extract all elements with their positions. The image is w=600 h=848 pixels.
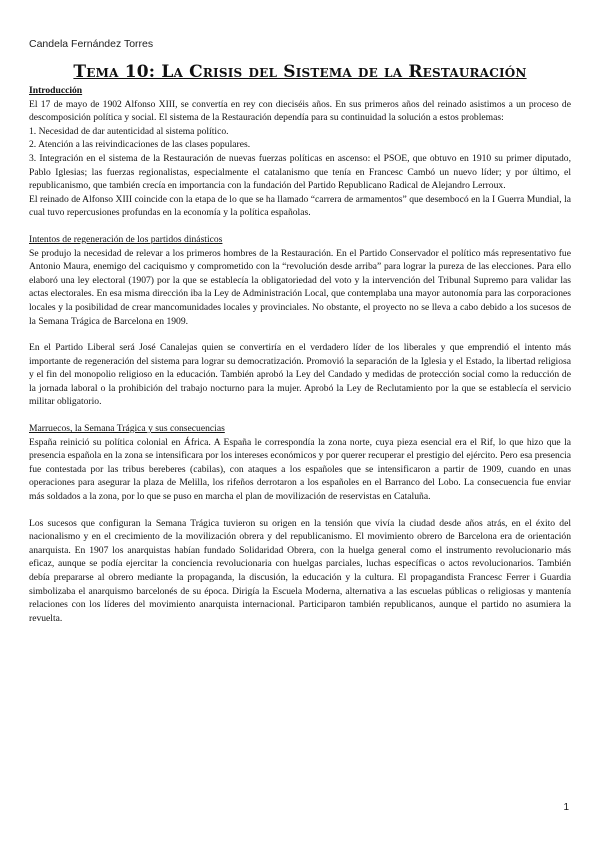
paragraph: El reinado de Alfonso XIII coincide con la etapa de lo que se ha llamado “carrera de armamentos” que desembocó en la I Guerra Mundial, la cual tuvo repercusiones profundas en la economía y la política españolas. xyxy=(29,193,571,219)
list-item: 1. Necesidad de dar autenticidad al sistema político. xyxy=(29,125,229,137)
section-heading-regeneracion: Intentos de regeneración de los partidos dinásticos xyxy=(29,233,223,245)
section-heading-introduccion: Introducción xyxy=(29,85,83,96)
paragraph: Los sucesos que configuran la Semana Trágica tuvieron su origen en la tensión que vivía la ciudad desde años atrás, en el éxito del nacionalismo y en el crecimiento de la movilización obrera y del republicanismo. El movimiento obrero de Barcelona era de orientación anarquista. En 1907 los anarquistas habían fundado Solidaridad Obrera, con la huelga general como el instrumento revolucionario más eficaz, aunque se podía ejercitar la conciencia revolucionaria con huelgas parciales, luchas específicas o actos revolucionarios. También debía prepararse al obrero mediante la propaganda, la discusión, la educación y la cultura. El propagandista Francesc Ferrer i Guardia simbolizaba el anarquismo barcelonés de su época. Dirigía la Escuela Moderna, alternativa a las escuelas públicas o religiosas y mantenía relaciones con los líderes del movimiento anarquista internacional. Participaron también republicanos, aunque el partido no asumiera la revuelta. xyxy=(29,517,571,624)
paragraph: El 17 de mayo de 1902 Alfonso XIII, se convertía en rey con dieciséis años. En sus primeros años del reinado asistimos a un proceso de descomposición política y social. El sistema de la Restauración dependía para su continuidad la solución a estos problemas: xyxy=(29,98,571,124)
list-item: 2. Atención a las reivindicaciones de las clases populares. xyxy=(29,139,251,151)
paragraph: Se produjo la necesidad de relevar a los primeros hombres de la Restauración. En el Partido Conservador el político más representativo fue Antonio Maura, enemigo del caciquismo y comprometido con la “revolución desde arriba” para lograr la pureza de las elecciones. Para ello elaboró una ley electoral (1907) por la que se establecía la obligatoriedad del voto y la intervención del Tribunal Supremo para validar las actas electorales. En esa misma dirección iba la Ley de Administración Local, que contemplaba una mayor autonomía para las corporaciones locales y la posibilidad de crear mancomunidades locales y provinciales. No obstante, el proyecto no se lleva a cabo debido a los sucesos de la Semana Trágica de Barcelona en 1909. xyxy=(29,247,571,327)
document-body xyxy=(29,84,571,625)
list-item: 3. Integración en el sistema de la Restauración de nuevas fuerzas políticas en ascenso: el PSOE, que obtuvo en 1910 su primer diputado, Pablo Iglesias; las fuerzas regionalistas, especialmente el catalanismo que tenía en Francesc Cambó un nuevo líder; y por último, el republicanismo, que también crecía en importancia con la fundación del Partido Republicano Radical de Alejandro Lerroux. xyxy=(29,152,571,192)
paragraph: En el Partido Liberal será José Canalejas quien se convertiría en el verdadero líder de los liberales y que emprendió el intento más importante de regeneración del sistema para lograr su democratización. Promovió la separación de la Iglesia y el Estado, la libertad religiosa y el fin del monopolio religioso en la educación. También aprobó la Ley del Candado y medidas de protección social como la reducción de la jornada laboral o la prohibición del trabajo nocturno para la mujer. Aprobó la Ley de Reclutamiento por la que se establecía el servicio militar obligatorio. xyxy=(29,342,571,408)
page-number: 1 xyxy=(563,802,569,813)
page-title: Tema 10: La Crisis del Sistema de la Restauración xyxy=(73,62,527,82)
author-name: Candela Fernández Torres xyxy=(29,38,154,50)
section-heading-marruecos: Marruecos, la Semana Trágica y sus consecuencias xyxy=(29,423,225,435)
paragraph: España reinició su política colonial en África. A España le correspondía la zona norte, cuya pieza esencial era el Rif, lo que hizo que la presencia española en la zona se intensificara por los intereses económicos y por querer recuperar el prestigio del ejército. Pero esa presencia fue contestada por las tribus bereberes (cabilas), con ataques a los españoles que se intensificaron a partir de 1909, cuando en unas operaciones para asegurar la plaza de Melilla, los rifeños derrotaron a los españoles en el Barranco del Lobo. La consecuencia fue enviar más soldados a la zona, por lo que se puso en marcha el plan de movilización de reservistas en Cataluña. xyxy=(29,436,571,503)
